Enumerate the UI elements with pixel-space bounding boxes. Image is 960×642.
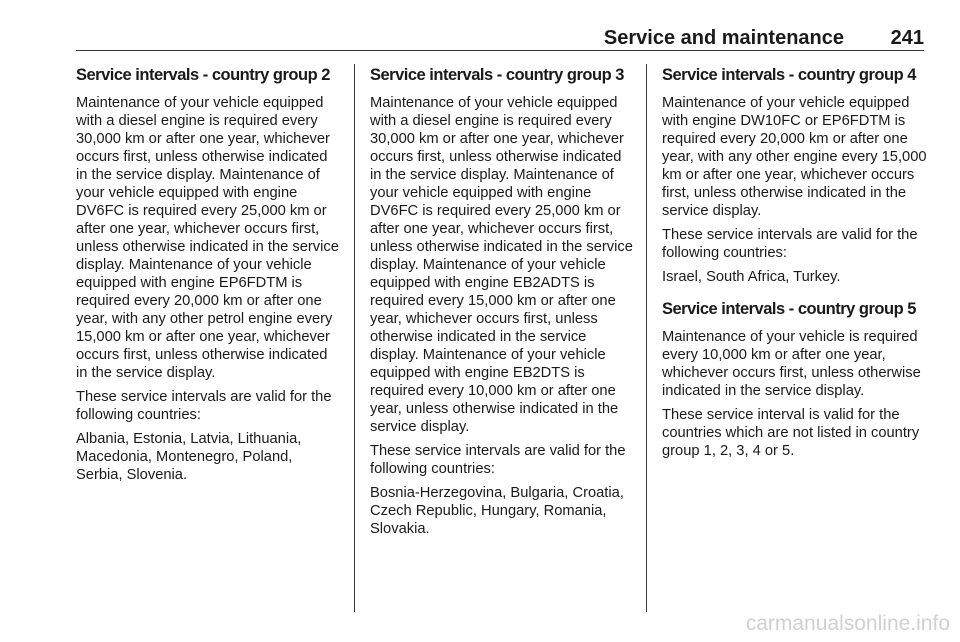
section-title: Service and maintenance [603, 27, 844, 49]
paragraph: Maintenance of your vehicle equipped with a diesel engine is required every 30,000 km or after one year, whichever occurs first, unless otherwise indicated in the service display. Maintenance of your vehicle equipped with engine DV6FC is required every 25,000 km or after one year, whichever occurs first, unless otherwise indicated in the service display. Maintenance of your vehicle equipped with engine EP6FDTM is required every 20,000 km or after one year, with any other petrol engine every 15,000 km or after one year, whichever occurs first, unless otherwise indicated in the service display. [76, 95, 339, 381]
column-divider [354, 64, 355, 612]
paragraph: These service intervals are valid for the following countries: [662, 227, 918, 261]
heading-country-group-5: Service intervals - country group 5 [662, 300, 916, 318]
paragraph: These service interval is valid for the countries which are not listed in country group 1, 2, 3, 4 or 5. [662, 407, 920, 459]
watermark: carmanualsonline.info [745, 612, 950, 635]
column-country-group-3 [370, 64, 636, 544]
paragraph: Maintenance of your vehicle equipped with engine DW10FC or EP6FDTM is required every 20,000 km or after one year, with any other engine every 15,000 km or after one year, whichever occurs first, unless otherwise indicated in the service display. [662, 95, 927, 219]
column-country-group-4-5 [662, 64, 928, 466]
paragraph: Maintenance of your vehicle equipped with a diesel engine is required every 30,000 km or after one year, whichever occurs first, unless otherwise indicated in the service display. Maintenance of your vehicle equipped with engine DV6FC is required every 25,000 km or after one year, whichever occurs first, unless otherwise indicated in the service display. Maintenance of your vehicle equipped with engine EB2ADTS is required every 15,000 km or after one year, whichever occurs first, unless otherwise indicated in the service display. Maintenance of your vehicle equipped with engine EB2DTS is required every 10,000 km or after one year, unless otherwise indicated in the service display. [370, 95, 633, 435]
page-number: 241 [890, 27, 924, 49]
countries-list: Albania, Estonia, Latvia, Lithuania, Macedonia, Montenegro, Poland, Serbia, Slovenia. [76, 431, 302, 483]
column-country-group-2 [76, 64, 342, 490]
page-header [76, 26, 924, 51]
paragraph: These service intervals are valid for the following countries: [370, 443, 626, 477]
heading-country-group-4: Service intervals - country group 4 [662, 66, 916, 84]
countries-list: Israel, South Africa, Turkey. [662, 269, 841, 285]
countries-list: Bosnia-Herzegovina, Bulgaria, Croatia, Czech Republic, Hungary, Romania, Slovakia. [370, 485, 624, 537]
heading-country-group-2: Service intervals - country group 2 [76, 66, 330, 84]
paragraph: These service intervals are valid for the following countries: [76, 389, 332, 423]
heading-country-group-3: Service intervals - country group 3 [370, 66, 624, 84]
paragraph: Maintenance of your vehicle is required every 10,000 km or after one year, whichever occurs first, unless otherwise indicated in the service display. [662, 329, 921, 399]
column-divider [646, 64, 647, 612]
